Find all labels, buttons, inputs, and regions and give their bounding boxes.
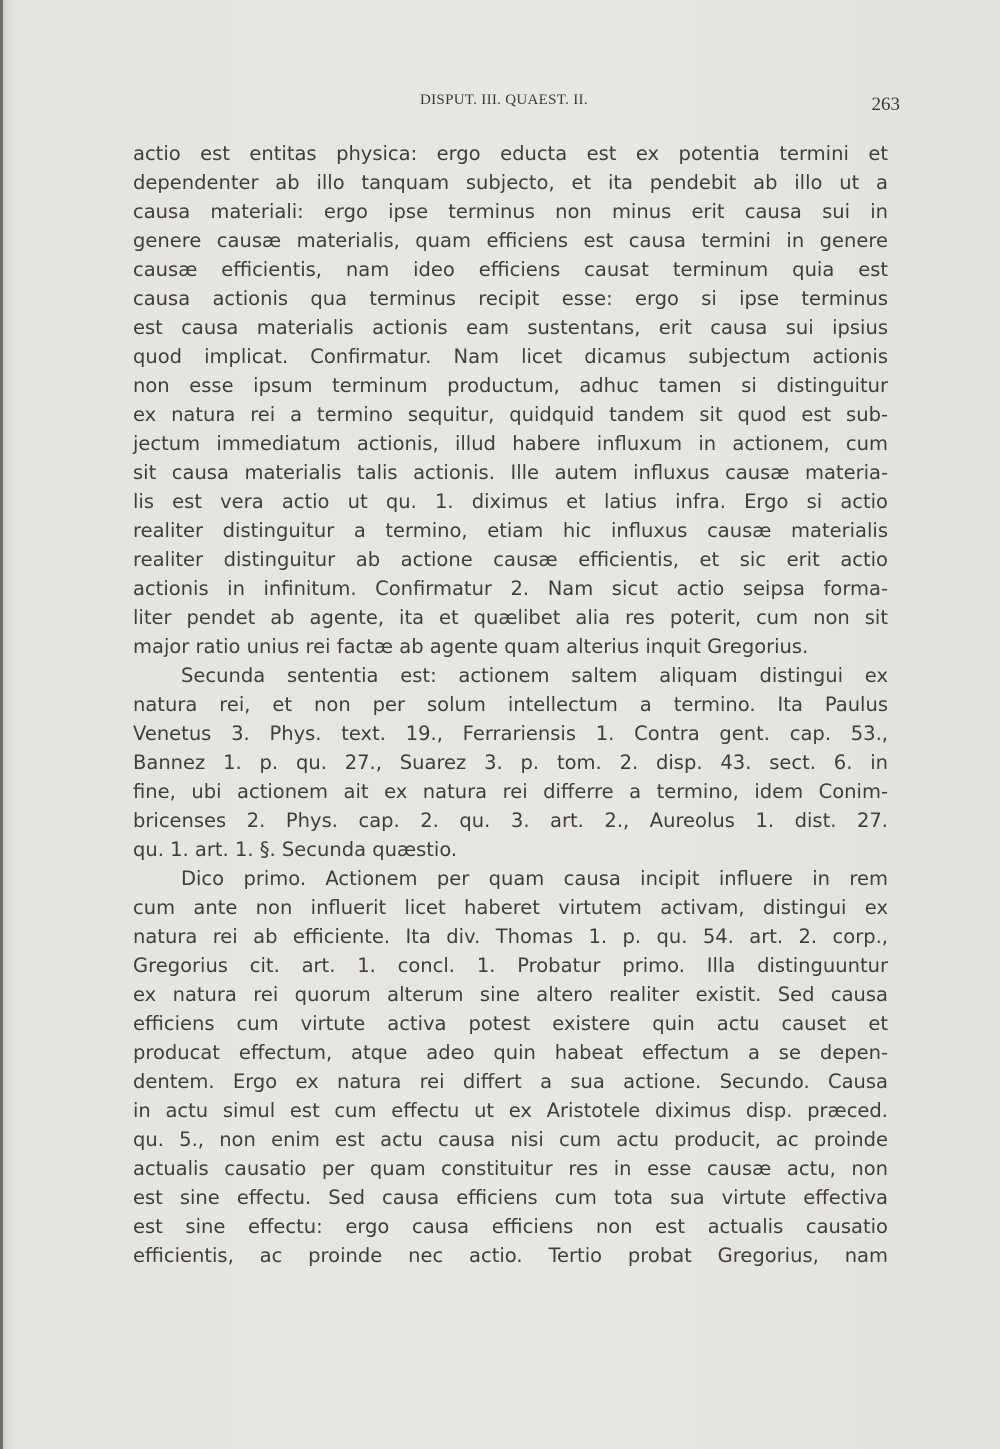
text-line: dentem. Ergo ex natura rei differt a sua actione. Secundo. Causa <box>133 1070 888 1093</box>
text-line: realiter distinguitur a termino, etiam hic influxus causæ materialis <box>133 519 888 542</box>
text-line: qu. 5., non enim est actu causa nisi cum actu producit, ac proinde <box>133 1128 888 1151</box>
page-binding-edge <box>0 0 3 1449</box>
text-line: ex natura rei quorum alterum sine altero realiter existit. Sed causa <box>133 983 888 1006</box>
text-line: causa actionis qua terminus recipit esse: ergo si ipse terminus <box>133 287 888 310</box>
text-line: Bannez 1. p. qu. 27., Suarez 3. p. tom. 2. disp. 43. sect. 6. in <box>133 751 888 774</box>
text-line: fine, ubi actionem ait ex natura rei differre a termino, idem Conim- <box>133 780 888 803</box>
paragraph-first-line: Secunda sententia est: actionem saltem aliquam distingui ex <box>181 664 888 687</box>
text-line: natura rei ab efficiente. Ita div. Thomas 1. p. qu. 54. art. 2. corp., <box>133 925 888 948</box>
text-line: est causa materialis actionis eam sustentans, erit causa sui ipsius <box>133 316 888 339</box>
text-line: natura rei, et non per solum intellectum a termino. Ita Paulus <box>133 693 888 716</box>
text-line: est sine effectu. Sed causa efficiens cum tota sua virtute effectiva <box>133 1186 888 1209</box>
text-line: ex natura rei a termino sequitur, quidquid tandem sit quod est sub- <box>133 403 888 426</box>
text-line: Gregorius cit. art. 1. concl. 1. Probatur primo. Illa distinguuntur <box>133 954 888 977</box>
text-line: causæ efficientis, nam ideo efficiens causat terminum quia est <box>133 258 888 281</box>
page-number: 263 <box>871 94 900 115</box>
text-line: liter pendet ab agente, ita et quælibet alia res poterit, cum non sit <box>133 606 888 629</box>
text-line: est sine effectu: ergo causa efficiens non est actualis causatio <box>133 1215 888 1238</box>
text-line: non esse ipsum terminum productum, adhuc tamen si distinguitur <box>133 374 888 397</box>
paragraph-first-line: Dico primo. Actionem per quam causa incipit influere in rem <box>181 867 888 890</box>
text-line: Venetus 3. Phys. text. 19., Ferrariensis 1. Contra gent. cap. 53., <box>133 722 888 745</box>
text-line: jectum immediatum actionis, illud habere influxum in actionem, cum <box>133 432 888 455</box>
text-line: bricenses 2. Phys. cap. 2. qu. 3. art. 2., Aureolus 1. dist. 27. <box>133 809 888 832</box>
text-line: actualis causatio per quam constituitur res in esse causæ actu, non <box>133 1157 888 1180</box>
running-head: DISPUT. III. QUAEST. II. <box>420 92 588 108</box>
text-line: efficiens cum virtute activa potest existere quin actu causet et <box>133 1012 888 1035</box>
text-line: qu. 1. art. 1. §. Secunda quæstio. <box>133 838 458 861</box>
text-line: genere causæ materialis, quam efficiens est causa termini in genere <box>133 229 888 252</box>
text-line: dependenter ab illo tanquam subjecto, et ita pendebit ab illo ut a <box>133 171 888 194</box>
text-line: lis est vera actio ut qu. 1. diximus et latius infra. Ergo si actio <box>133 490 888 513</box>
text-line: actionis in infinitum. Confirmatur 2. Nam sicut actio seipsa forma- <box>133 577 888 600</box>
text-line: producat effectum, atque adeo quin habeat effectum a se depen- <box>133 1041 888 1064</box>
text-line: major ratio unius rei factæ ab agente quam alterius inquit Gregorius. <box>133 635 809 658</box>
text-line: efficientis, ac proinde nec actio. Tertio probat Gregorius, nam <box>133 1244 888 1267</box>
text-line: sit causa materialis talis actionis. Ille autem influxus causæ materia- <box>133 461 888 484</box>
text-line: quod implicat. Confirmatur. Nam licet dicamus subjectum actionis <box>133 345 888 368</box>
text-line: cum ante non influerit licet haberet virtutem activam, distingui ex <box>133 896 888 919</box>
text-line: actio est entitas physica: ergo educta est ex potentia termini et <box>133 142 888 165</box>
text-line: causa materiali: ergo ipse terminus non minus erit causa sui in <box>133 200 888 223</box>
text-line: in actu simul est cum effectu ut ex Aristotele diximus disp. præced. <box>133 1099 888 1122</box>
body-text <box>133 139 888 1270</box>
text-line: realiter distinguitur ab actione causæ efficientis, et sic erit actio <box>133 548 888 571</box>
